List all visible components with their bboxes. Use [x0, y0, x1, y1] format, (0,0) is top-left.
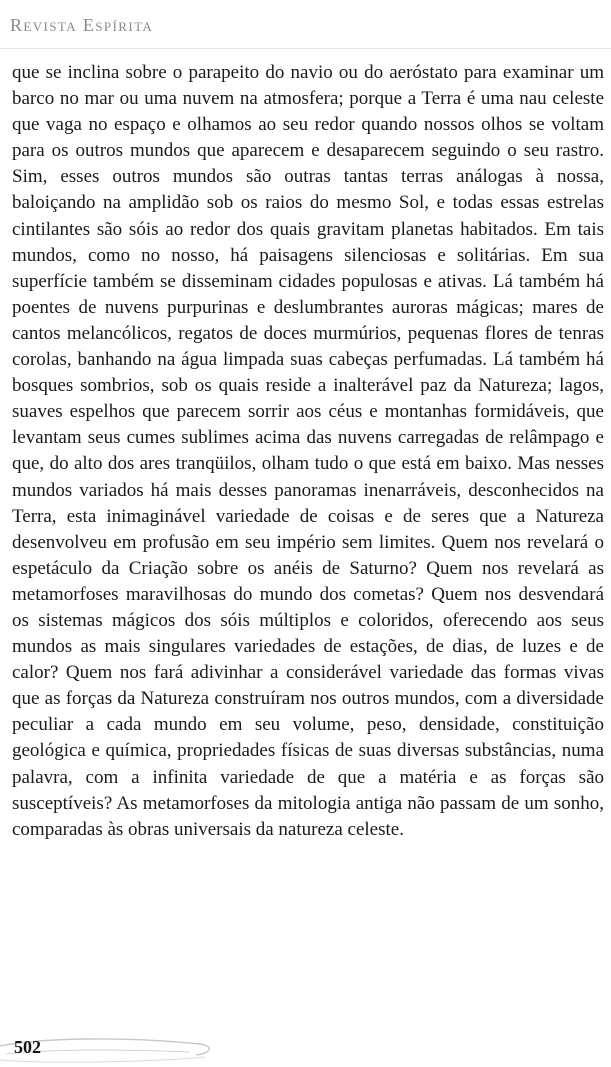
- running-header: Revista Espírita: [10, 15, 154, 35]
- page-number: 502: [14, 1037, 41, 1057]
- header-rule: [0, 48, 611, 49]
- body-paragraph: que se inclina sobre o parapeito do navio ou do aeróstato para examinar um barco no mar ou uma nuvem na atmosfera; porque a Terra é uma nau celeste que vaga no espaço e olhamos ao seu redor quando nossos olhos se voltam para os outros mundos que aparecem e desaparecem seguindo o seu rastro. Sim, esses outros mundos são outras tantas terras análogas à nossa, baloiçando na amplidão sob os raios do mesmo Sol, e todas essas estrelas cintilantes são sóis ao redor dos quais gravitam planetas habitados. Em tais mundos, como no nosso, há paisagens silenciosas e solitárias. Em sua superfície também se disseminam cidades populosas e ativas. Lá também há poentes de nuvens purpurinas e deslumbrantes auroras mágicas; mares de cantos melancólicos, regatos de doces murmúrios, pequenas flores de tenras corolas, banhando na água limpada suas cabeças perfumadas. Lá também há bosques sombrios, sob os quais reside a inalterável paz da Natureza; lagos, suaves espelhos que parecem sorrir aos céus e montanhas formidáveis, que levantam seus cumes sublimes acima das nuvens carregadas de relâmpago e que, do alto dos ares tranqüilos, olham tudo o que está em baixo. Mas nesses mundos variados há mais desses panoramas inenarráveis, desconhecidos na Terra, esta inimaginável variedade de coisas e de seres que a Natureza desenvolveu em profusão em seu império sem limites. Quem nos revelará o espetáculo da Criação sobre os anéis de Saturno? Quem nos revelará as metamorfoses maravilhosas do mundo dos cometas? Quem nos desvendará os sistemas mágicos dos sóis múltiplos e coloridos, oferecendo aos seus mundos as mais singulares variedades de estações, de dias, de luzes e de calor? Quem nos fará adivinhar a considerável variedade das formas vivas que as forças da Natureza construíram nos outros mundos, com a diversidade peculiar a cada mundo em seu volume, peso, densidade, constituição geológica e química, propriedades físicas de suas diversas substâncias, numa palavra, com a infinita variedade de que a matéria e as forças são susceptíveis? As metamorfoses da mitologia antiga não passam de um sonho, comparadas às obras universais da natureza celeste.: [12, 62, 604, 840]
